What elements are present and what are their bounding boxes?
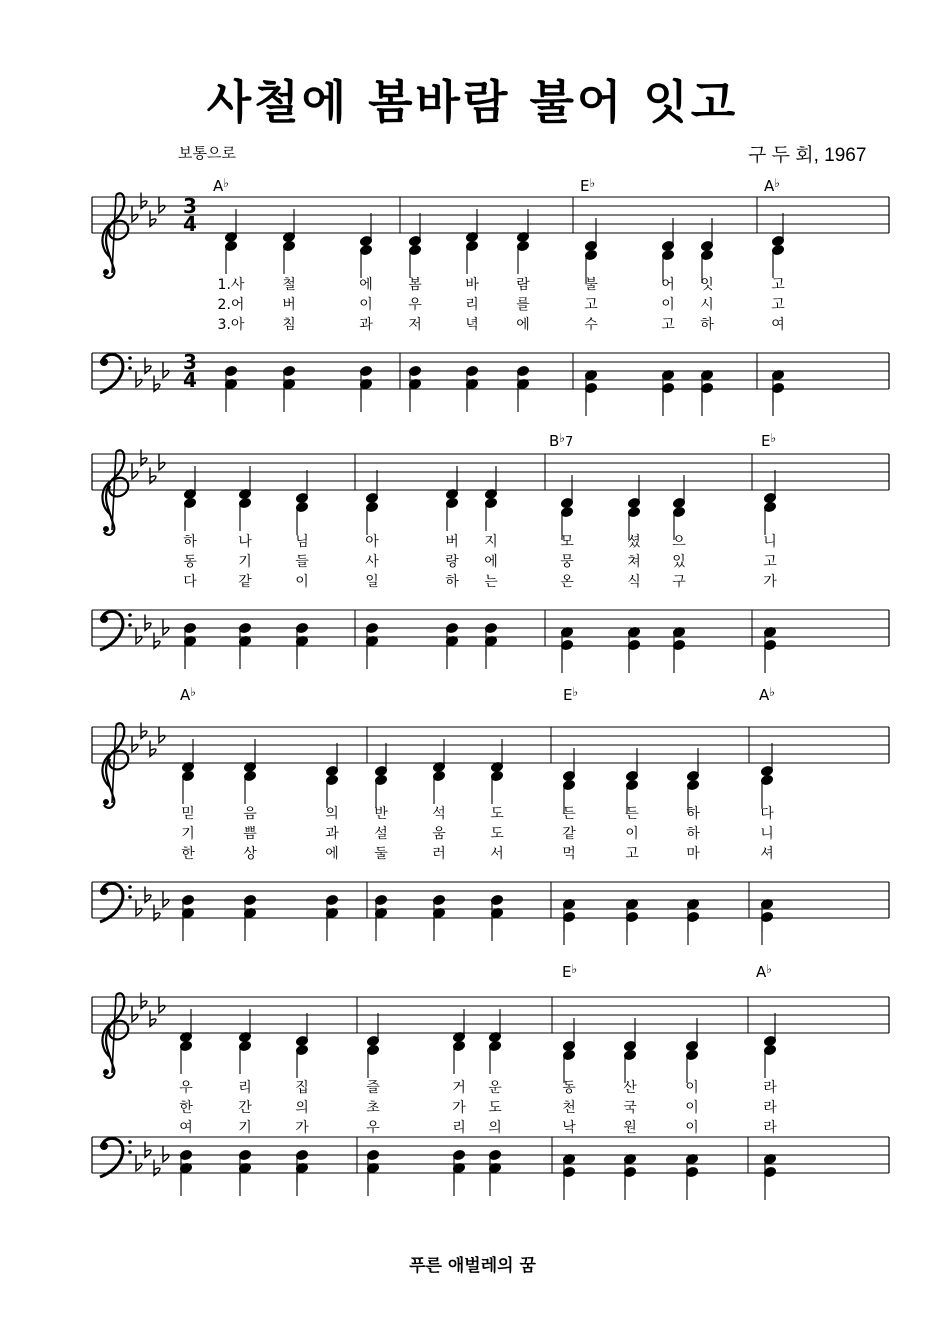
flat-sign — [159, 997, 165, 1013]
lyric-syllable: 거 — [452, 1080, 466, 1096]
lyric-syllable: 동 — [562, 1080, 576, 1096]
lyric-syllable: 쳐 — [627, 554, 641, 570]
lyric-syllable: 아 — [365, 534, 379, 550]
lyric-syllable: 버 — [282, 297, 296, 313]
flat-sign — [159, 197, 165, 213]
lyric-syllable: 에 — [484, 554, 498, 570]
lyric-syllable: 온 — [560, 574, 574, 590]
lyric-syllable: 움 — [432, 826, 446, 842]
chord-symbol: B♭7 — [549, 431, 574, 450]
lyric-syllable: 먹 — [562, 846, 576, 862]
lyric-syllable: 서 — [490, 846, 504, 862]
lyric-syllable: 가 — [763, 574, 777, 590]
lyric-syllable: 다 — [183, 574, 197, 590]
lyric-syllable: 2.어 — [217, 297, 245, 313]
lyric-syllable: 셨 — [627, 534, 641, 550]
lyric-syllable: 도 — [488, 1100, 502, 1116]
lyric-syllable: 불 — [584, 277, 598, 293]
flat-sign — [132, 1006, 138, 1022]
time-signature-bottom: 4 — [183, 212, 197, 236]
lyric-syllable: 수 — [584, 317, 598, 333]
lyric-syllable: 고 — [763, 554, 777, 570]
lyric-syllable: 이 — [295, 574, 309, 590]
lyric-syllable: 원 — [623, 1120, 637, 1136]
lyric-syllable: 간 — [238, 1100, 252, 1116]
flat-sign — [163, 362, 169, 378]
flat-sign — [163, 619, 169, 635]
lyric-syllable: 의 — [295, 1100, 309, 1116]
lyric-syllable: 시 — [700, 297, 714, 313]
lyric-syllable: 한 — [179, 1100, 193, 1116]
lyric-syllable: 쁨 — [243, 826, 257, 842]
lyric-syllable: 우 — [179, 1080, 193, 1096]
lyric-syllable: 잇 — [700, 277, 714, 293]
lyric-syllable: 고 — [584, 297, 598, 313]
lyric-syllable: 는 — [484, 574, 498, 590]
lyric-syllable: 기 — [238, 554, 252, 570]
time-signature-top: 3 — [183, 350, 197, 374]
chord-symbol: A♭ — [213, 176, 229, 195]
lyric-syllable: 이 — [625, 826, 639, 842]
lyric-syllable: 도 — [490, 806, 504, 822]
lyric-syllable: 같 — [238, 574, 252, 590]
lyric-syllable: 리 — [465, 297, 479, 313]
flat-sign — [132, 206, 138, 222]
lyric-syllable: 의 — [488, 1120, 502, 1136]
lyric-syllable: 구 — [672, 574, 686, 590]
flat-sign — [136, 900, 142, 916]
lyric-syllable: 에 — [325, 846, 339, 862]
lyric-syllable: 기 — [181, 826, 195, 842]
lyric-syllable: 니 — [760, 826, 774, 842]
lyric-syllable: 믿 — [181, 806, 195, 822]
lyric-syllable: 과 — [325, 826, 339, 842]
lyric-syllable: 국 — [623, 1100, 637, 1116]
lyric-syllable: 반 — [374, 806, 388, 822]
chord-symbol: A♭ — [764, 176, 780, 195]
lyric-syllable: 에 — [516, 317, 530, 333]
lyric-syllable: 든 — [625, 806, 639, 822]
lyric-syllable: 초 — [366, 1100, 380, 1116]
lyric-syllable: 저 — [408, 317, 422, 333]
score-system — [92, 431, 889, 673]
lyric-syllable: 나 — [238, 534, 252, 550]
lyric-syllable: 철 — [282, 277, 296, 293]
lyric-syllable: 천 — [562, 1100, 576, 1116]
bass-clef-icon — [100, 354, 132, 393]
lyric-syllable: 이 — [685, 1080, 699, 1096]
lyric-syllable: 하 — [700, 317, 714, 333]
lyric-syllable: 상 — [243, 846, 257, 862]
time-signature-top: 3 — [183, 194, 197, 218]
lyric-syllable: 으 — [672, 534, 686, 550]
flat-sign — [136, 628, 142, 644]
chord-symbol: A♭ — [756, 962, 772, 981]
lyric-syllable: 니 — [763, 534, 777, 550]
lyric-syllable: 이 — [661, 297, 675, 313]
lyric-syllable: 이 — [685, 1120, 699, 1136]
lyric-syllable: 1.사 — [217, 277, 245, 293]
lyric-syllable: 하 — [686, 826, 700, 842]
lyric-syllable: 집 — [295, 1080, 309, 1096]
lyric-syllable: 이 — [359, 297, 373, 313]
lyric-syllable: 랑 — [445, 554, 459, 570]
lyric-syllable: 의 — [325, 806, 339, 822]
footer-text: 푸른 애벌레의 꿈 — [409, 1256, 536, 1276]
lyric-syllable: 뭉 — [560, 554, 574, 570]
lyric-syllable: 한 — [181, 846, 195, 862]
flat-sign — [163, 891, 169, 907]
lyric-syllable: 러 — [432, 846, 446, 862]
bass-clef-icon — [100, 1138, 132, 1177]
lyric-syllable: 님 — [295, 534, 309, 550]
lyric-syllable: 라 — [763, 1080, 777, 1096]
lyric-syllable: 우 — [366, 1120, 380, 1136]
lyric-syllable: 에 — [359, 277, 373, 293]
lyric-syllable: 침 — [282, 317, 296, 333]
lyric-syllable: 모 — [560, 534, 574, 550]
tempo-marking: 보통으로 — [178, 144, 236, 162]
lyric-syllable: 석 — [432, 806, 446, 822]
flat-sign — [159, 727, 165, 743]
chord-symbol: A♭ — [759, 685, 775, 704]
lyric-syllable: 셔 — [760, 846, 774, 862]
lyric-syllable: 라 — [763, 1100, 777, 1116]
lyric-syllable: 음 — [243, 806, 257, 822]
lyric-syllable: 낙 — [562, 1120, 576, 1136]
lyric-syllable: 같 — [562, 826, 576, 842]
lyric-syllable: 리 — [238, 1080, 252, 1096]
song-title: 사철에 봄바람 불어 잇고 — [206, 75, 739, 129]
flat-sign — [132, 736, 138, 752]
chord-symbol: E♭ — [580, 176, 596, 195]
lyric-syllable: 산 — [623, 1080, 637, 1096]
lyric-syllable: 마 — [686, 846, 700, 862]
time-signature-bottom: 4 — [183, 368, 197, 392]
bass-clef-icon — [100, 611, 132, 650]
score-system — [92, 685, 889, 945]
lyric-syllable: 운 — [488, 1080, 502, 1096]
lyric-syllable: 고 — [661, 317, 675, 333]
lyric-syllable: 하 — [686, 806, 700, 822]
lyric-syllable: 기 — [238, 1120, 252, 1136]
lyric-syllable: 하 — [445, 574, 459, 590]
composer-credit: 구 두 회, 1967 — [748, 145, 867, 166]
flat-sign — [132, 463, 138, 479]
lyric-syllable: 라 — [763, 1120, 777, 1136]
lyric-syllable: 들 — [295, 554, 309, 570]
lyric-syllable: 동 — [183, 554, 197, 570]
lyric-syllable: 사 — [365, 554, 379, 570]
score-system — [92, 962, 889, 1200]
lyric-syllable: 지 — [484, 534, 498, 550]
lyric-syllable: 고 — [771, 297, 785, 313]
flat-sign — [159, 454, 165, 470]
chord-symbol: E♭ — [761, 431, 777, 450]
lyric-syllable: 우 — [408, 297, 422, 313]
lyric-syllable: 가 — [452, 1100, 466, 1116]
lyric-syllable: 다 — [760, 806, 774, 822]
lyric-syllable: 있 — [672, 554, 686, 570]
flat-sign — [136, 371, 142, 387]
flat-sign — [163, 1146, 169, 1162]
chord-symbol: E♭ — [562, 962, 578, 981]
lyric-syllable: 를 — [516, 297, 530, 313]
lyric-syllable: 즐 — [366, 1080, 380, 1096]
lyric-syllable: 이 — [685, 1100, 699, 1116]
lyric-syllable: 어 — [661, 277, 675, 293]
lyric-syllable: 둘 — [374, 846, 388, 862]
lyric-syllable: 여 — [771, 317, 785, 333]
lyric-syllable: 고 — [625, 846, 639, 862]
chord-symbol: A♭ — [180, 685, 196, 704]
lyric-syllable: 가 — [295, 1120, 309, 1136]
lyric-syllable: 도 — [490, 826, 504, 842]
flat-sign — [136, 1155, 142, 1171]
lyric-syllable: 버 — [445, 534, 459, 550]
lyric-syllable: 봄 — [408, 277, 422, 293]
chord-symbol: E♭ — [563, 685, 579, 704]
lyric-syllable: 하 — [183, 534, 197, 550]
lyric-syllable: 람 — [516, 277, 530, 293]
lyric-syllable: 여 — [179, 1120, 193, 1136]
lyric-syllable: 리 — [452, 1120, 466, 1136]
lyric-syllable: 3.아 — [217, 317, 245, 333]
lyric-syllable: 과 — [359, 317, 373, 333]
bass-clef-icon — [100, 883, 132, 922]
lyric-syllable: 설 — [374, 826, 388, 842]
score-system — [92, 176, 889, 416]
lyric-syllable: 녁 — [465, 317, 479, 333]
lyric-syllable: 바 — [465, 277, 479, 293]
lyric-syllable: 든 — [562, 806, 576, 822]
lyric-syllable: 일 — [365, 574, 379, 590]
lyric-syllable: 식 — [627, 574, 641, 590]
lyric-syllable: 고 — [771, 277, 785, 293]
